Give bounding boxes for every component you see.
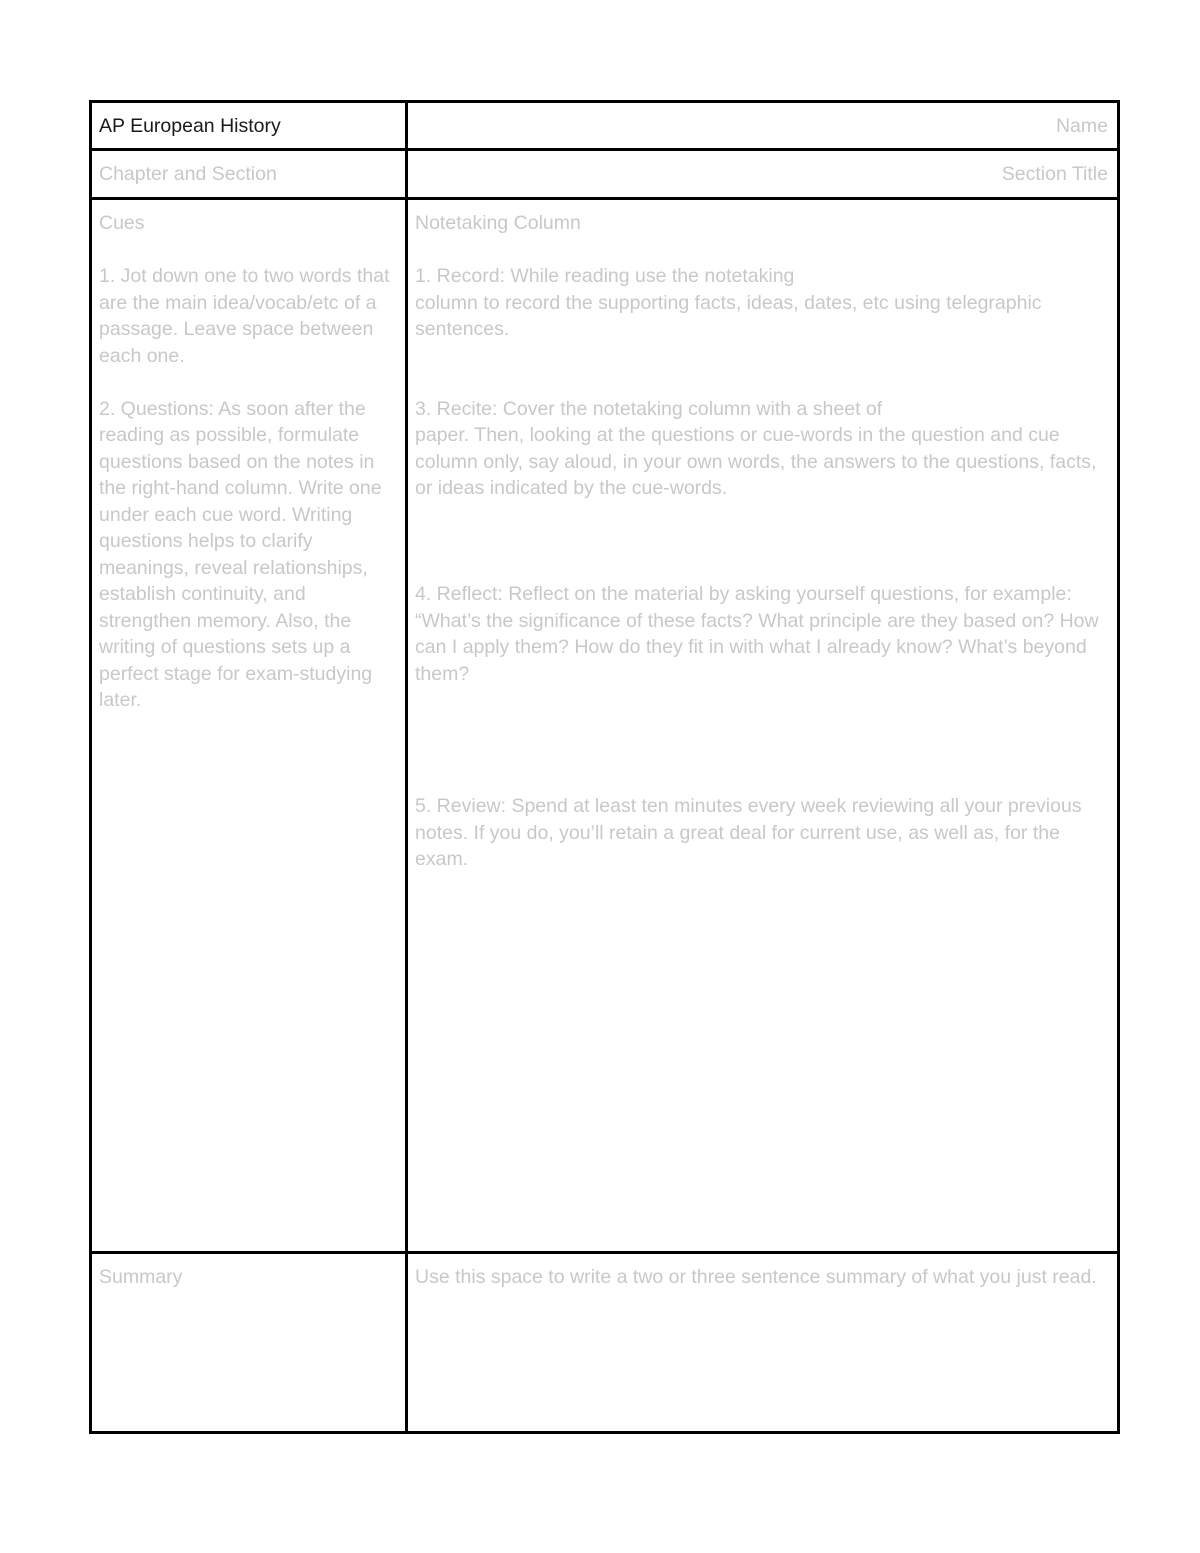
notes-step-3-line-2: paper. Then, looking at the questions or cue-words in the question and cue column only, say aloud, in your own words, the answers to the questions, facts, or ideas indicated by the cue-words. [415,424,1097,499]
row-divider-title [92,197,1117,200]
section-title-field[interactable]: Section Title [1001,163,1108,185]
cues-column[interactable] [99,210,399,714]
cornell-notes-template [89,100,1120,1434]
row-divider-header [92,148,1117,151]
notes-step-1-line-2: column to record the supporting facts, ideas, dates, etc using telegraphic sentences. [415,291,1042,340]
chapter-section-field[interactable]: Chapter and Section [99,163,277,185]
course-title: AP European History [99,115,281,137]
name-field[interactable]: Name [1055,115,1108,137]
summary-area[interactable] [415,1264,1112,1291]
cues-step-1: 1. Jot down one to two words that are the main idea/vocab/etc of a passage. Leave space between each one. [99,265,390,367]
notes-heading: Notetaking Column [415,212,581,234]
notes-step-3-line-1: 3. Recite: Cover the notetaking column with a sheet of [415,397,883,420]
notes-step-4: 4. Reflect: Reflect on the material by asking yourself questions, for example: “What’s the significance of these facts? What principle are they based on? How can I apply them? How do they fit in with what I already know? What’s beyond them? [415,583,1099,685]
cues-step-2: 2. Questions: As soon after the reading as possible, formulate questions based on the notes in the right-hand column. Write one under each cue word. Writing questions helps to clarify meanings, reveal relationships, establish continuity, and strengthen memory. Also, the writing of questions sets up a perfect stage for exam-studying later. [99,397,382,711]
notes-step-5: 5. Review: Spend at least ten minutes every week reviewing all your previous notes. If you do, you’ll retain a great deal for current use, as well as, for the exam. [415,795,1082,870]
row-divider-summary [92,1251,1117,1254]
summary-label: Summary [99,1266,183,1288]
column-divider [405,103,408,1431]
cues-heading: Cues [99,212,145,234]
summary-instructions: Use this space to write a two or three sentence summary of what you just read. [415,1266,1097,1288]
notetaking-column[interactable] [415,210,1112,873]
notes-step-1-line-1: 1. Record: While reading use the notetaking [415,265,795,287]
